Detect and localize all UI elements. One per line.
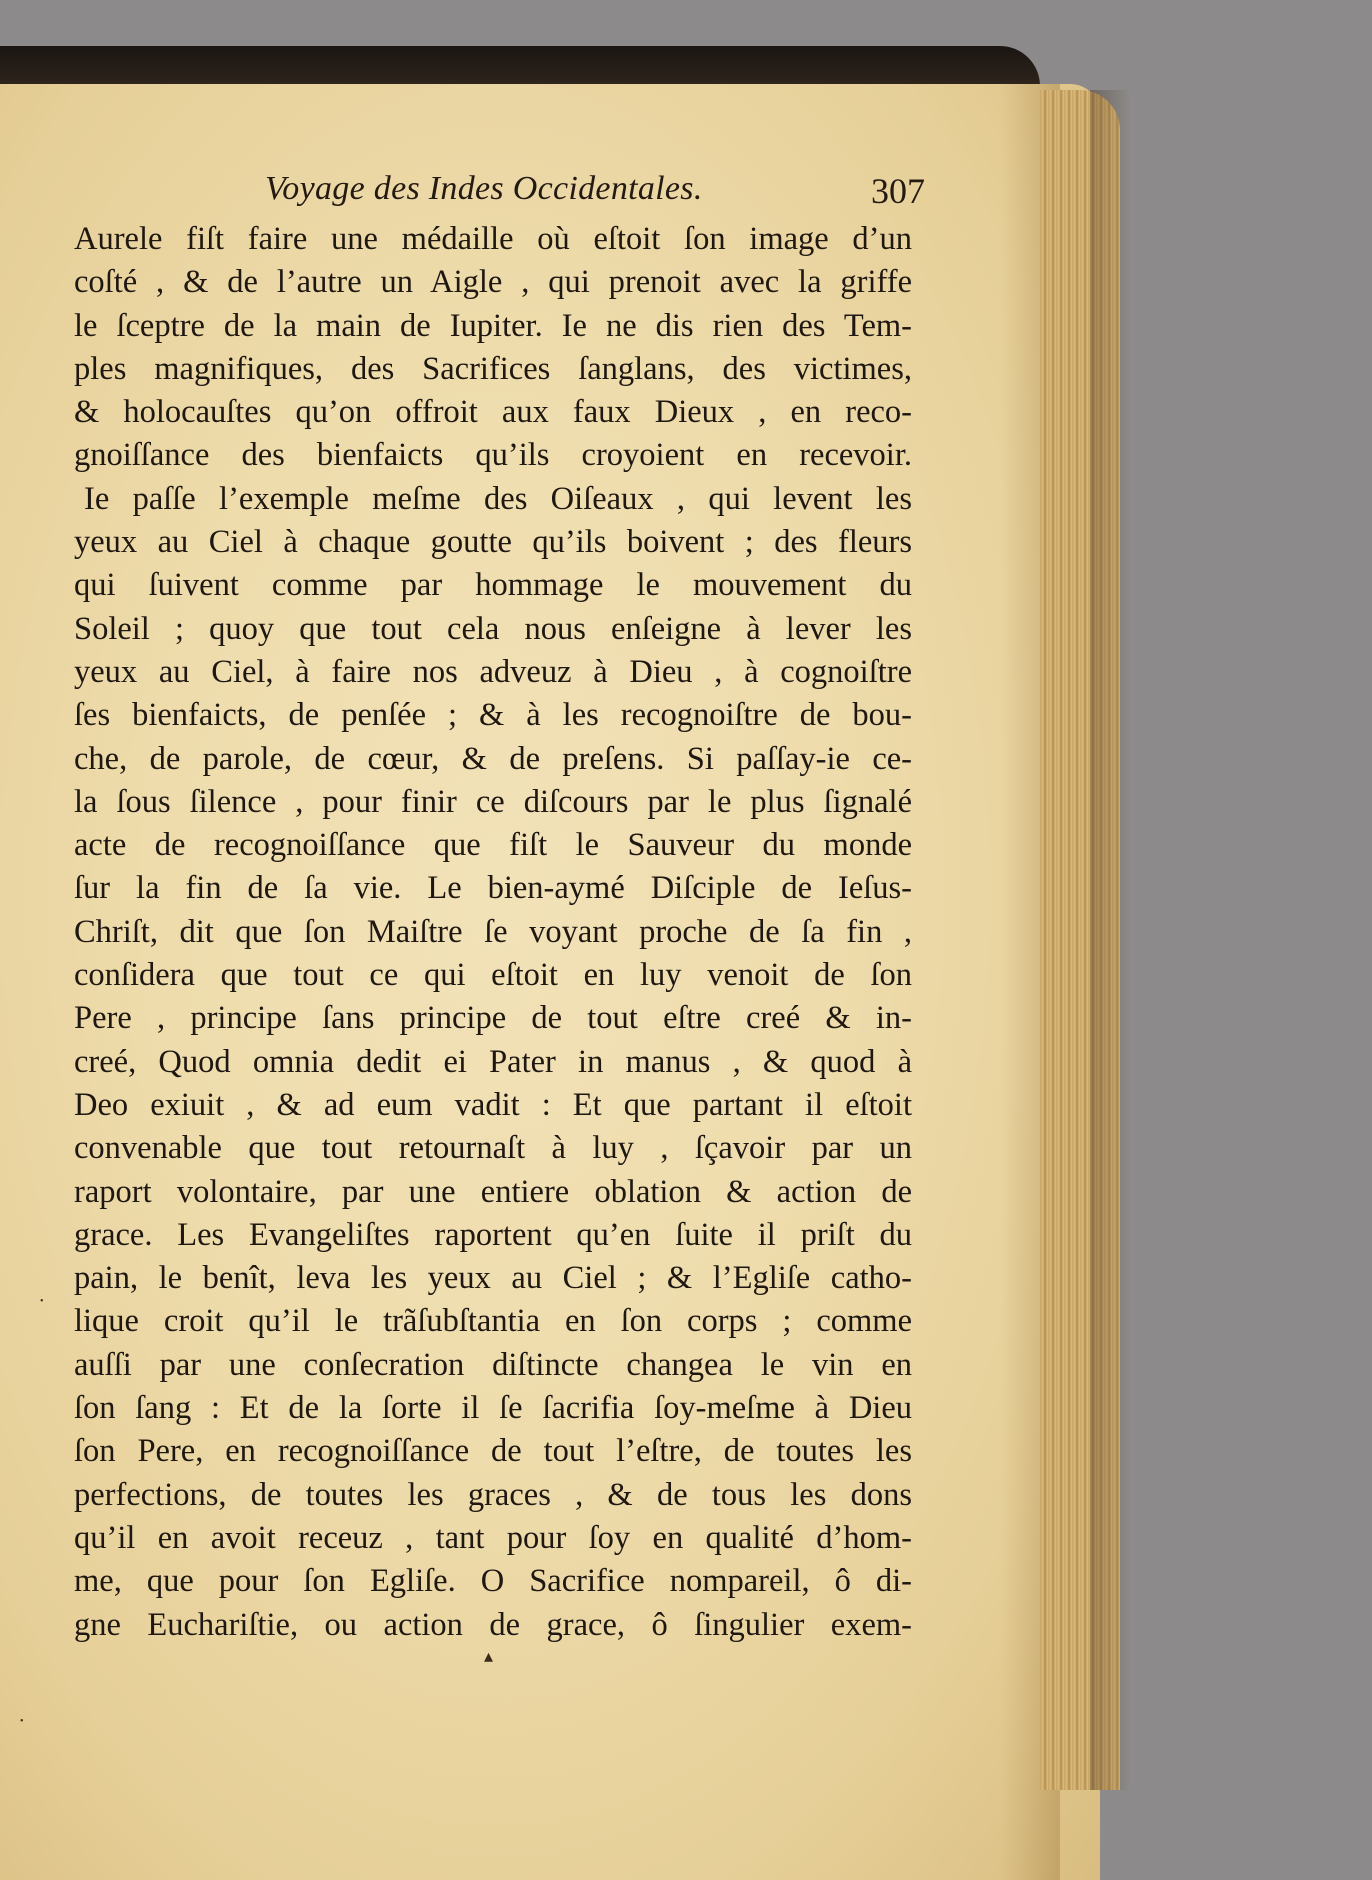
text-line: gne Euchariſtie, ou action de grace, ô ſingulier exem- (74, 1606, 912, 1643)
text-line: lique croit qu’il le trãſubſtantia en ſon corps ; comme (74, 1303, 912, 1340)
text-line: acte de recognoiſſance que fiſt le Sauveur du monde (74, 827, 912, 864)
text-line: Pere , principe ſans principe de tout eſtre creé & in- (74, 1000, 912, 1037)
text-line: grace. Les Evangeliſtes raportent qu’en ſuite il priſt du (74, 1216, 912, 1253)
text-line: yeux au Ciel à chaque goutte qu’ils boivent ; des fleurs (74, 524, 912, 561)
text-line: Aurele fiſt faire une médaille où eſtoit ſon image d’un (74, 221, 912, 257)
page-number: 307 (871, 171, 925, 211)
ink-speck: • (20, 1716, 24, 1727)
body-text (74, 218, 912, 1647)
text-line: ſon ſang : Et de la ſorte il ſe ſacrifia ſoy-meſme à Dieu (74, 1390, 912, 1427)
text-line: Chriſt, dit que ſon Maiſtre ſe voyant proche de ſa fin , (74, 913, 912, 950)
text-line: creé, Quod omnia dedit ei Pater in manus , & quod à (74, 1043, 912, 1080)
text-line: le ſceptre de la main de Iupiter. Ie ne dis rien des Tem- (74, 307, 912, 344)
text-line: pain, le benît, leva les yeux au Ciel ; & l’Egliſe catho- (74, 1260, 912, 1297)
text-line: la ſous ſilence , pour finir ce diſcours par le plus ſignalé (74, 783, 912, 820)
text-line: conſidera que tout ce qui eſtoit en luy venoit de ſon (74, 957, 912, 994)
text-line: che, de parole, de cœur, & de preſens. Si paſſay-ie ce- (74, 740, 912, 777)
running-title: Voyage des Indes Occidentales. (265, 170, 703, 207)
text-line: Soleil ; quoy que tout cela nous enſeigne à lever les (74, 610, 912, 647)
ink-speck: • (40, 1296, 44, 1307)
text-line: yeux au Ciel, à faire nos adveuz à Dieu , à cognoiſtre (74, 653, 912, 690)
paragraph-start-line: Ie paſſe l’exemple meſme des Oiſeaux , qui levent les (84, 480, 912, 517)
text-line: & holocauſtes qu’on offroit aux faux Dieux , en reco- (74, 394, 912, 431)
text-line: raport volontaire, par une entiere oblation & action de (74, 1173, 912, 1210)
text-line: ſur la fin de ſa vie. Le bien-aymé Diſciple de Ieſus- (74, 870, 912, 907)
text-line: auſſi par une conſecration diſtincte changea le vin en (74, 1346, 912, 1383)
page-header (265, 170, 925, 216)
page-stack-shadow (1090, 90, 1130, 1790)
text-line: convenable que tout retournaſt à luy , ſçavoir par un (74, 1130, 912, 1167)
text-line: perfections, de toutes les graces , & de tous les dons (74, 1476, 912, 1513)
text-line: coſté , & de l’autre un Aigle , qui prenoit avec la griffe (74, 264, 912, 301)
text-line: qu’il en avoit receuz , tant pour ſoy en qualité d’hom- (74, 1519, 912, 1556)
text-line: ples magnifiques, des Sacrifices ſanglans, des victimes, (74, 350, 912, 387)
text-line: me, que pour ſon Egliſe. O Sacrifice nompareil, ô di- (74, 1563, 912, 1600)
text-line: qui ſuivent comme par hommage le mouvement du (74, 567, 912, 604)
ink-speck: ▴ (484, 1646, 494, 1666)
text-line: ſon Pere, en recognoiſſance de tout l’eſtre, de toutes les (74, 1433, 912, 1470)
text-line: Deo exiuit , & ad eum vadit : Et que partant il eſtoit (74, 1086, 912, 1123)
text-line: ſes bienfaicts, de penſée ; & à les recognoiſtre de bou- (74, 697, 912, 734)
text-line: gnoiſſance des bienfaicts qu’ils croyoient en recevoir. (74, 437, 912, 474)
